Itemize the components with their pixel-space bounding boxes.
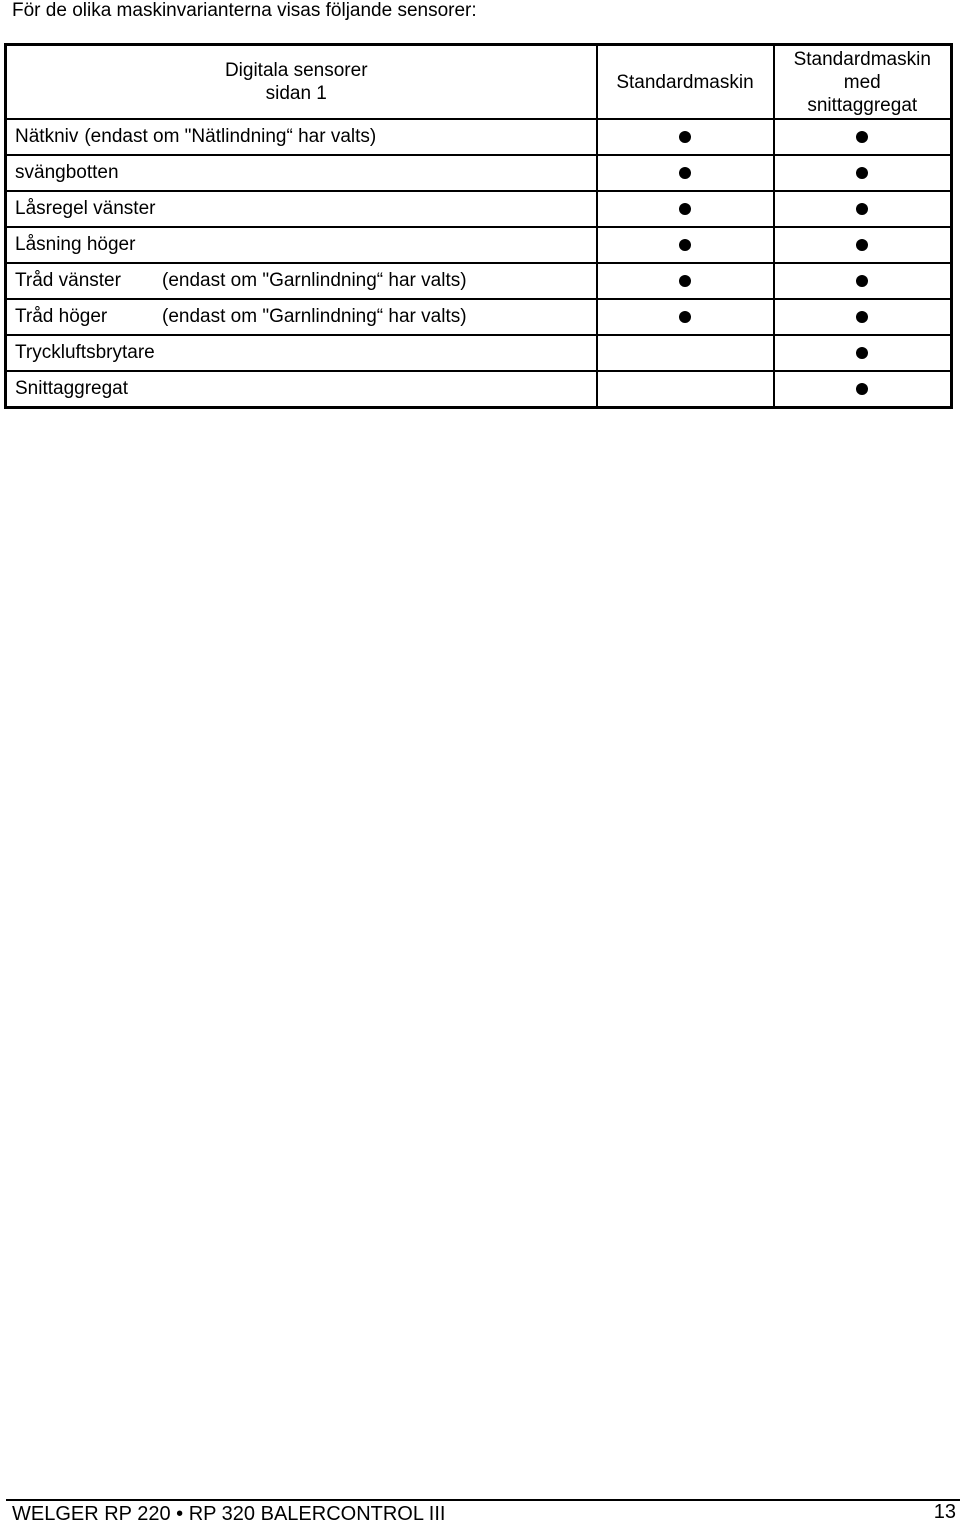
sensor-name: Låsning höger: [15, 234, 136, 255]
bullet-dot-icon: [679, 239, 691, 251]
sensor-name: Tråd höger: [15, 306, 108, 327]
standard-machine-mark-cell: [597, 371, 774, 408]
table-row: [6, 371, 952, 408]
header-col2-line2: med: [843, 71, 881, 93]
header-col2-line1: Standardmaskin: [793, 48, 931, 70]
standard-machine-mark-cell: [597, 299, 774, 335]
footer-divider: [6, 1499, 960, 1501]
sensor-name-cell: [6, 119, 597, 155]
header-standard-machine-label: Standardmaskin: [616, 71, 754, 93]
standard-machine-mark-cell: [597, 227, 774, 263]
page-number: 13: [933, 1501, 956, 1523]
bullet-dot-icon: [679, 311, 691, 323]
cutter-machine-mark-cell: [774, 119, 952, 155]
sensor-name-cell: [6, 335, 597, 371]
sensor-name-cell: [6, 299, 597, 335]
sensor-name-cell: [6, 263, 597, 299]
cutter-machine-mark-cell: [774, 191, 952, 227]
cutter-machine-mark-cell: [774, 299, 952, 335]
table-row: [6, 335, 952, 371]
header-digital-sensors: [6, 45, 597, 120]
bullet-dot-icon: [856, 167, 868, 179]
table-header-row: [6, 45, 952, 120]
sensor-table: [4, 43, 953, 409]
header-col2-line3: snittaggregat: [807, 94, 918, 116]
cutter-machine-mark-cell: [774, 371, 952, 408]
standard-machine-mark-cell: [597, 119, 774, 155]
bullet-dot-icon: [856, 239, 868, 251]
sensor-name-cell: [6, 371, 597, 408]
cutter-machine-mark-cell: [774, 263, 952, 299]
table-row: [6, 119, 952, 155]
standard-machine-mark-cell: [597, 263, 774, 299]
sensor-name: svängbotten: [15, 162, 119, 183]
table-row: [6, 191, 952, 227]
sensor-name-cell: [6, 191, 597, 227]
cutter-machine-mark-cell: [774, 155, 952, 191]
standard-machine-mark-cell: [597, 155, 774, 191]
bullet-dot-icon: [679, 131, 691, 143]
cutter-machine-mark-cell: [774, 335, 952, 371]
header-digital-sensors-line2: sidan 1: [265, 83, 327, 104]
sensor-name: Snittaggregat: [15, 378, 129, 399]
sensor-note: (endast om "Garnlindning“ har valts): [162, 270, 467, 291]
bullet-dot-icon: [679, 203, 691, 215]
sensor-name-cell: [6, 155, 597, 191]
footer-title: WELGER RP 220 • RP 320 BALERCONTROL III: [12, 1503, 446, 1525]
table-row: [6, 263, 952, 299]
sensor-note: (endast om "Nätlindning“ har valts): [84, 126, 377, 147]
cutter-machine-mark-cell: [774, 227, 952, 263]
sensor-note: (endast om "Garnlindning“ har valts): [162, 306, 467, 327]
bullet-dot-icon: [679, 275, 691, 287]
bullet-dot-icon: [856, 275, 868, 287]
bullet-dot-icon: [856, 311, 868, 323]
header-machine-with-cutter: [774, 45, 952, 120]
bullet-dot-icon: [856, 347, 868, 359]
table-row: [6, 155, 952, 191]
sensor-name-cell: [6, 227, 597, 263]
bullet-dot-icon: [856, 131, 868, 143]
intro-text: För de olika maskinvarianterna visas följande sensorer:: [12, 0, 477, 21]
sensor-name: Låsregel vänster: [15, 198, 156, 219]
standard-machine-mark-cell: [597, 191, 774, 227]
standard-machine-mark-cell: [597, 335, 774, 371]
sensor-name: Tryckluftsbrytare: [15, 342, 155, 363]
header-standard-machine: [597, 45, 774, 120]
table-row: [6, 299, 952, 335]
table-row: [6, 227, 952, 263]
bullet-dot-icon: [856, 383, 868, 395]
sensor-name: Nätkniv: [15, 126, 79, 147]
sensor-rows: [6, 119, 952, 408]
bullet-dot-icon: [679, 167, 691, 179]
sensor-name: Tråd vänster: [15, 270, 121, 291]
header-digital-sensors-line1: Digitala sensorer: [224, 60, 368, 81]
bullet-dot-icon: [856, 203, 868, 215]
